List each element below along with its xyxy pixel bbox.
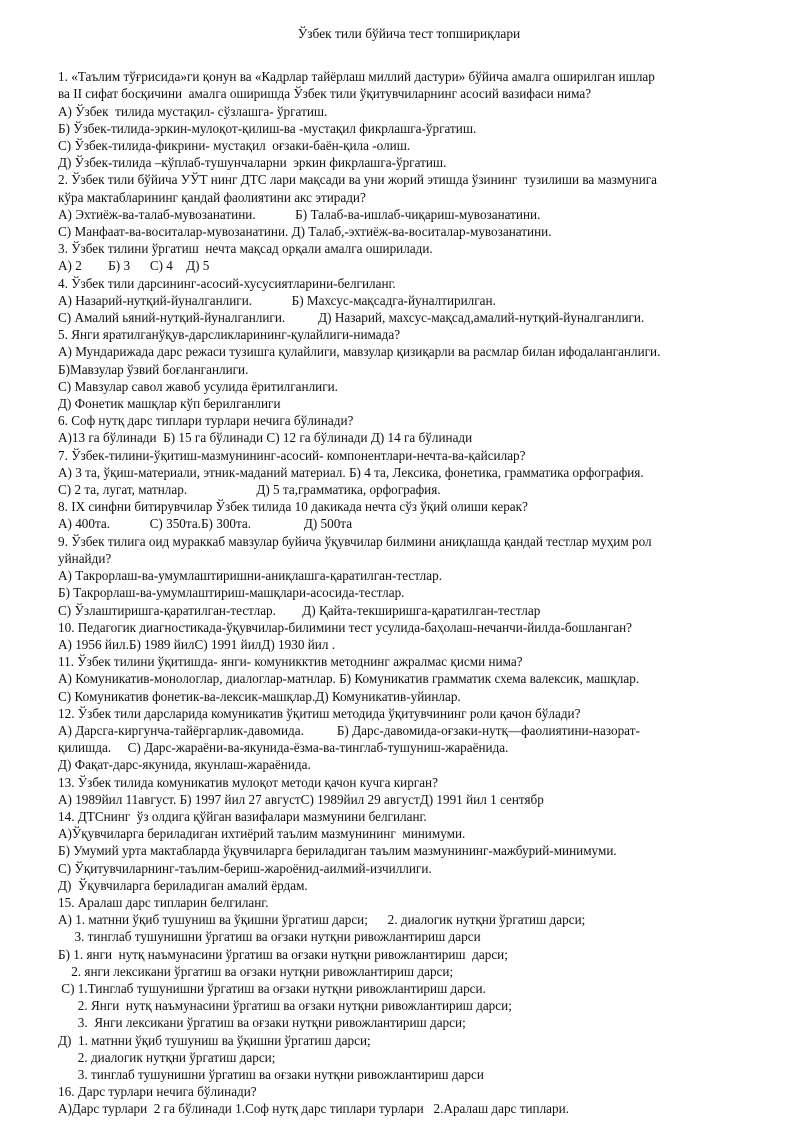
text-line: Б)Мавзулар ўзвий боғланганлиги. [58, 361, 249, 377]
text-line: Д) Ўқувчиларга бериладиган амалий ёрдам. [58, 877, 308, 893]
text-line: А)13 га бўлинади Б) 15 га бўлинади С) 12 га бўлинади Д) 14 га бўлинади [58, 430, 473, 446]
text-line: Б) Ўзбек-тилида-эркин-мулоқот-қилиш-ва -мустақил фикрлашга-ўргатиш. [58, 120, 477, 136]
text-line: А) 1989йил 11август. Б) 1997 йил 27 августС) 1989йил 29 августД) 1991 йил 1 сентябр [58, 791, 544, 807]
text-line: Д) Ўзбек-тилида –кўплаб-тушунчаларни эркин фикрлашга-ўргатиш. [58, 155, 447, 171]
text-line: С) Ўзбек-тилида-фикрини- мустақил оғзаки-баён-қила -олиш. [58, 138, 411, 154]
text-line: 11. Ўзбек тилини ўқитишда- янги- комуникктив методнинг ажралмас қисми нима? [58, 654, 523, 670]
text-line: 2. янги лексикани ўргатиш ва оғзаки нутқни ривожлантириш дарси; [58, 963, 454, 979]
text-line: А) Дарсга-киргунча-тайёргарлик-давомида. Б) Дарс-давомида-оғзаки-нутқ—фаолиятини-назорат- [58, 722, 640, 738]
text-line: А) Мундарижада дарс режаси тузишга қулайлиги, мавзулар қизиқарли ва расмлар билан ифодаланганлиги. [58, 344, 661, 360]
text-line: А) 2 Б) 3 С) 4 Д) 5 [58, 258, 210, 274]
text-line: С) 1.Тинглаб тушунишни ўргатиш ва оғзаки нутқни ривожлантириш дарси. [58, 980, 486, 996]
text-line: 14. ДТСнинг ўз олдига қўйган вазифалари мазмунини белгиланг. [58, 808, 427, 824]
text-line: А) 3 та, ўқиш-материали, этник-маданий материал. Б) 4 та, Лексика, фонетика, грамматика орфография. [58, 464, 644, 480]
text-line: А) Назарий-нутқий-йуналганлиги. Б) Махсус-мақсадга-йуналтирилган. [58, 292, 496, 308]
text-line: Д) Фонетик машқлар кўп берилганлиги [58, 396, 281, 412]
text-line: 5. Янги яратилганўқув-дарсликларининг-қулайлиги-нимада? [58, 327, 401, 343]
text-line: 2. Янги нутқ наъмунасини ўргатиш ва оғзаки нутқни ривожлантириш дарси; [58, 998, 512, 1014]
text-line: С) 2 та, лугат, матнлар. Д) 5 та,грамматика, орфография. [58, 482, 441, 498]
text-line: С) Ўқитувчиларнинг-таълим-бериш-жароёнид-аилмий-изчиллиги. [58, 860, 432, 876]
text-line: А) Такрорлаш-ва-умумлаштиришни-аниқлашга-қаратилган-тестлар. [58, 568, 442, 584]
text-line: 2. Ўзбек тили бўйича УЎТ нинг ДТС лари мақсади ва уни жорий этишда ўзининг тузилиши ва мазмунига [58, 172, 658, 188]
text-line: А) 1. матнни ўқиб тушуниш ва ўқишни ўргатиш дарси; 2. диалогик нутқни ўргатиш дарси; [58, 912, 586, 928]
text-line: Б) Умумий урта мактабларда ўқувчиларга бериладиган таълим мазмунининг-мажбурий-минимуми. [58, 843, 617, 859]
text-line: А) Эхтиёж-ва-талаб-мувозанатини. Б) Талаб-ва-ишлаб-чиқариш-мувозанатини. [58, 206, 541, 222]
text-line: 7. Ўзбек-тилини-ўқитиш-мазмунининг-асосий- компонентлари-нечта-ва-қайсилар? [58, 447, 526, 463]
text-line: А) 1956 йил.Б) 1989 йилС) 1991 йилД) 1930 йил . [58, 636, 336, 652]
text-line: 3. тинглаб тушунишни ўргатиш ва оғзаки нутқни ривожлантириш дарси [58, 929, 481, 945]
text-line: С) Манфаат-ва-воситалар-мувозанатини. Д) Талаб,-эхтиёж-ва-воситалар-мувозанатини. [58, 224, 552, 240]
text-line: С) Мавзулар савол жавоб усулида ёритилганлиги. [58, 378, 338, 394]
text-line: 3. тинглаб тушунишни ўргатиш ва оғзаки нутқни ривожлантириш дарси [58, 1066, 484, 1082]
document-title: Ўзбек тили бўйича тест топшириқлари [297, 26, 521, 41]
text-line: ва II сифат босқичини амалга оширишда Ўзбек тили ўқитувчиларнинг асосий вазифаси нима? [58, 86, 592, 102]
text-line: А)Ўқувчиларга бериладиган ихтиёрий таълим мазмунининг минимуми. [58, 826, 466, 842]
text-line: Д) Фақат-дарс-якунида, якунлаш-жараёнида. [58, 757, 311, 773]
text-line: 13. Ўзбек тилида комуникатив мулоқот методи қачон кучга кирган? [58, 774, 438, 790]
text-line: Б) Такрорлаш-ва-умумлаштириш-машқлари-асосида-тестлар. [58, 585, 405, 601]
text-line: А) Ўзбек тилида мустақил- сўзлашга- ўргатиш. [58, 103, 328, 119]
text-line: 12. Ўзбек тили дарсларида комуникатив ўқитиш методида ўқитувчининг роли қачон бўлади? [58, 705, 581, 721]
text-line: А) Комуникатив-монологлар, диалоглар-матнлар. Б) Комуникатив грамматик схема валексик, машқлар. [58, 671, 640, 687]
text-line: 2. диалогик нутқни ўргатиш дарси; [58, 1049, 276, 1065]
text-line: кўра мактабларининг қандай фаолиятини акс этиради? [58, 189, 366, 205]
text-line: уйнайди? [58, 550, 112, 566]
text-line: 3. Ўзбек тилини ўргатиш нечта мақсад орқали амалга оширилади. [58, 241, 433, 257]
text-line: 1. «Таълим тўғрисида»ги қонун ва «Кадрлар тайёрлаш миллий дастури» бўйича амалга оширилган ишлар [58, 69, 655, 85]
text-line: 15. Аралаш дарс типларин белгиланг. [58, 894, 269, 910]
text-line: 4. Ўзбек тили дарсининг-асосий-хусусиятларини-белгиланг. [58, 275, 396, 291]
text-line: қилишда. С) Дарс-жараёни-ва-якунида-ёзма-ва-тинглаб-тушуниш-жараёнида. [58, 740, 509, 756]
text-line: С) Ўзлаштиришга-қаратилган-тестлар. Д) Қайта-текширишга-қаратилган-тестлар [58, 602, 541, 618]
text-line: С) Амалий ьяний-нутқий-йуналганлиги. Д) Назарий, махсус-мақсад,амалий-нутқий-йуналганлиги. [58, 310, 645, 326]
text-line: А) 400та. С) 350та.Б) 300та. Д) 500та [58, 516, 353, 532]
text-line: 9. Ўзбек тилига оид мураккаб мавзулар буйича ўқувчилар билмини аниқлашда қандай тестлар муҳим рол [58, 533, 652, 549]
text-line: 10. Педагогик диагностикада-ўқувчилар-билимини тест усулида-баҳолаш-нечанчи-йилда-бошланган? [58, 619, 633, 635]
text-line: 16. Дарс турлари нечига бўлинади? [58, 1084, 257, 1100]
text-line: 8. IX синфни битирувчилар Ўзбек тилида 10 дакикада нечта сўз ўқий олиши керак? [58, 499, 528, 515]
document-body [58, 68, 760, 1117]
text-line: С) Комуникатив фонетик-ва-лексик-машқлар.Д) Комуникатив-уйинлар. [58, 688, 461, 704]
text-line: 3. Янги лексикани ўргатиш ва оғзаки нутқни ривожлантириш дарси; [58, 1015, 466, 1031]
text-line: Д) 1. матнни ўқиб тушуниш ва ўқишни ўргатиш дарси; [58, 1032, 371, 1048]
text-line: 6. Соф нутқ дарс типлари турлари нечига бўлинади? [58, 413, 354, 429]
text-line: А)Дарс турлари 2 га бўлинади 1.Соф нутқ дарс типлари турлари 2.Аралаш дарс типлари. [58, 1101, 569, 1117]
text-line: Б) 1. янги нутқ наъмунасини ўргатиш ва оғзаки нутқни ривожлантириш дарси; [58, 946, 508, 962]
